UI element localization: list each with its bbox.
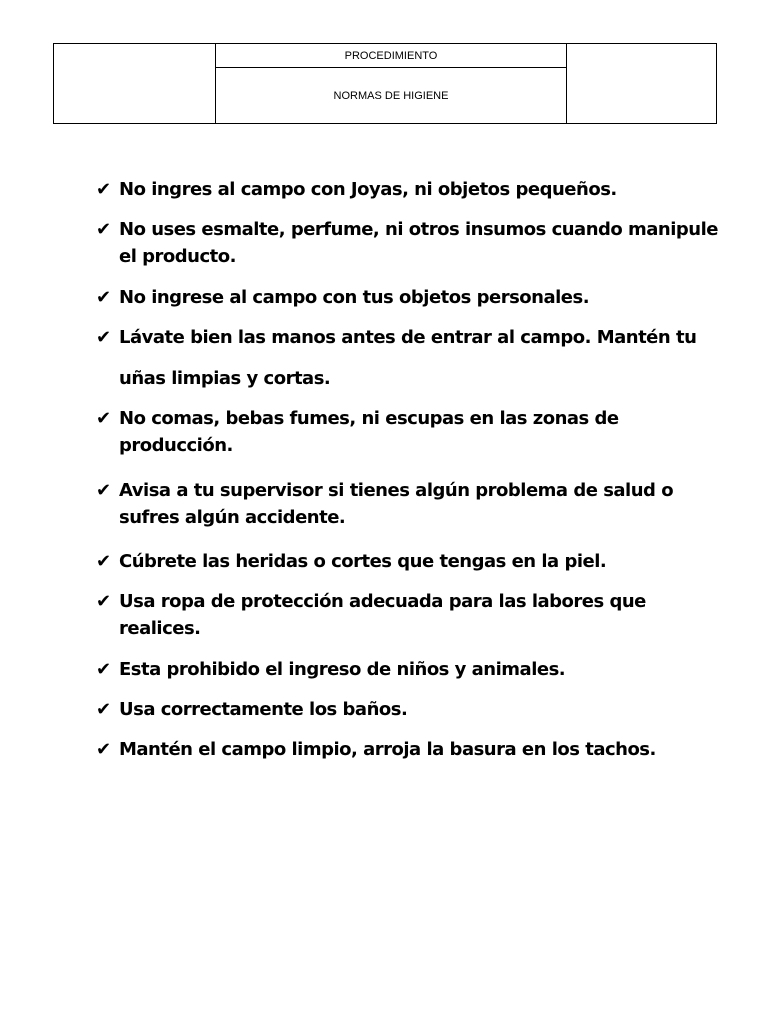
check-icon: ✔: [96, 551, 111, 572]
rule-text-continuation: uñas limpias y cortas.: [119, 368, 331, 389]
list-item: [96, 324, 726, 392]
header-table: [53, 43, 717, 124]
list-item: [96, 284, 726, 311]
procedure-label: PROCEDIMIENTO: [216, 44, 566, 68]
code-cell: [566, 44, 716, 124]
check-icon: ✔: [96, 591, 111, 612]
rule-text: Cúbrete las heridas o cortes que tengas en la piel.: [119, 551, 607, 572]
list-item: [96, 548, 726, 575]
check-icon: ✔: [96, 659, 111, 680]
rule-text: Lávate bien las manos antes de entrar al campo. Mantén tu: [119, 327, 697, 348]
list-item: [96, 405, 726, 459]
list-item: [96, 216, 726, 270]
check-icon: ✔: [96, 327, 111, 348]
document-title: NORMAS DE HIGIENE: [216, 68, 566, 124]
check-icon: ✔: [96, 219, 111, 240]
check-icon: ✔: [96, 480, 111, 501]
list-item: [96, 477, 726, 531]
list-item: [96, 656, 726, 683]
check-icon: ✔: [96, 739, 111, 760]
list-item: [96, 588, 726, 642]
rule-text: No uses esmalte, perfume, ni otros insumos cuando manipule el producto.: [119, 219, 718, 267]
logo-cell: [54, 44, 216, 124]
rule-text: Mantén el campo limpio, arroja la basura en los tachos.: [119, 739, 656, 760]
list-item: [96, 696, 726, 723]
hygiene-rules-list: [96, 176, 726, 763]
check-icon: ✔: [96, 287, 111, 308]
list-item: [96, 736, 726, 763]
check-icon: ✔: [96, 699, 111, 720]
rule-text: Esta prohibido el ingreso de niños y animales.: [119, 659, 566, 680]
rule-text: No ingres al campo con Joyas, ni objetos pequeños.: [119, 179, 617, 200]
rule-text: Avisa a tu supervisor si tienes algún problema de salud o sufres algún accidente.: [119, 480, 674, 528]
rule-text: Usa correctamente los baños.: [119, 699, 408, 720]
check-icon: ✔: [96, 179, 111, 200]
list-item: [96, 176, 726, 203]
check-icon: ✔: [96, 408, 111, 429]
rule-text: No comas, bebas fumes, ni escupas en las zonas de producción.: [119, 408, 619, 456]
rule-text: Usa ropa de protección adecuada para las labores que realices.: [119, 591, 646, 639]
rule-text: No ingrese al campo con tus objetos personales.: [119, 287, 590, 308]
